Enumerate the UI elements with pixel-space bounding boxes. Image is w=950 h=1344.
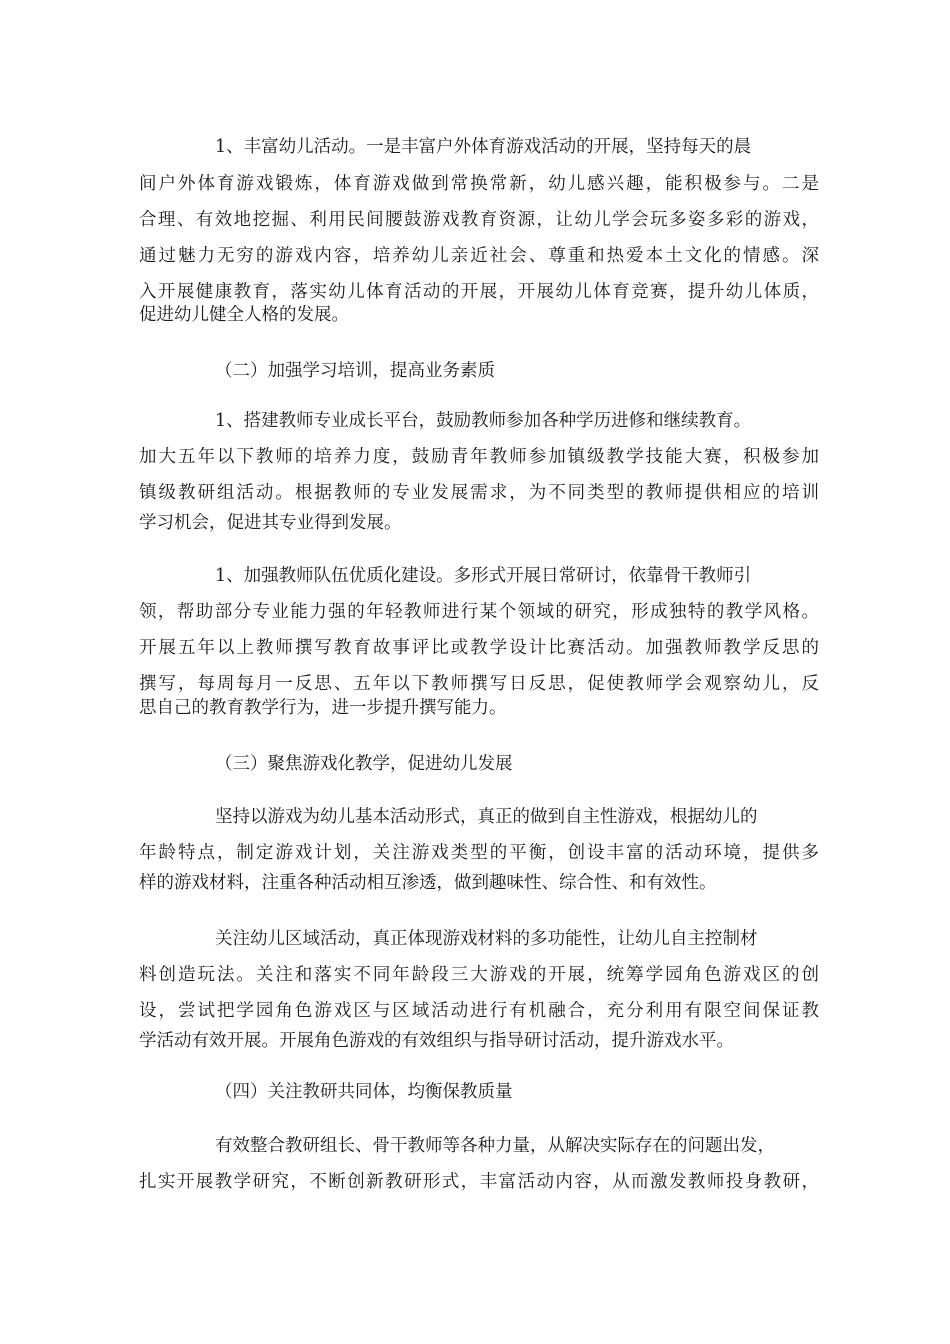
- text-line: 1、加强教师队伍优质化建设。多形式开展日常研讨，依靠骨干教师引: [215, 566, 752, 586]
- text-line: 有效整合教研组长、骨干教师等各种力量，从解决实际存在的问题出发，: [215, 1136, 775, 1156]
- text-line: 思自己的教育教学行为，进一步提升撰写能力。: [139, 698, 507, 718]
- text-line: 坚持以游戏为幼儿基本活动形式，真正的做到自主性游戏，根据幼儿的: [215, 807, 758, 827]
- text-line: 间户外体育游戏锻炼，体育游戏做到常换常新，幼儿感兴趣，能积极参与。二是: [139, 174, 819, 194]
- text-line: 促进幼儿健全人格的发展。: [139, 305, 349, 325]
- text-line: 入开展健康教育，落实幼儿体育活动的开展，开展幼儿体育竞赛，提升幼儿体质，: [139, 282, 819, 302]
- text-line: 领，帮助部分专业能力强的年轻教师进行某个领域的研究，形成独特的教学风格。: [139, 602, 819, 622]
- text-line: 年龄特点，制定游戏计划，关注游戏类型的平衡，创设丰富的活动环境，提供多: [139, 843, 819, 863]
- text-line: 镇级教研组活动。根据教师的专业发展需求，为不同类型的教师提供相应的培训: [139, 483, 819, 503]
- text-line: 通过魅力无穷的游戏内容，培养幼儿亲近社会、尊重和热爱本土文化的情感。深: [139, 246, 819, 266]
- text-line: 撰写，每周每月一反思、五年以下教师撰写日反思，促使教师学会观察幼儿，反: [139, 674, 819, 694]
- section-heading-2: （二）加强学习培训，提高业务素质: [215, 361, 495, 381]
- section-heading-3: （三）聚焦游戏化教学，促进幼儿发展: [215, 754, 513, 774]
- text-line: 开展五年以上教师撰写教育故事评比或教学设计比赛活动。加强教师教学反思的: [139, 638, 819, 658]
- text-line: 学活动有效开展。开展角色游戏的有效组织与指导研讨活动，提升游戏水平。: [139, 1031, 734, 1051]
- text-line: 关注幼儿区域活动，真正体现游戏材料的多功能性，让幼儿自主控制材: [215, 929, 758, 949]
- text-line: 料创造玩法。关注和落实不同年龄段三大游戏的开展，统筹学园角色游戏区的创: [139, 965, 819, 985]
- text-line: 加大五年以下教师的培养力度，鼓励青年教师参加镇级教学技能大赛，积极参加: [139, 447, 819, 467]
- text-line: 合理、有效地挖掘、利用民间腰鼓游戏教育资源，让幼儿学会玩多姿多彩的游戏，: [139, 210, 819, 230]
- text-line: 扎实开展教学研究，不断创新教研形式，丰富活动内容，从而激发教师投身教研，: [139, 1172, 819, 1192]
- text-line: 设，尝试把学园角色游戏区与区域活动进行有机融合，充分利用有限空间保证教: [139, 1001, 819, 1021]
- text-line: 1、丰富幼儿活动。一是丰富户外体育游戏活动的开展，坚持每天的晨: [215, 137, 752, 157]
- text-line: 样的游戏材料，注重各种活动相互渗透，做到趣味性、综合性、和有效性。: [139, 873, 717, 893]
- text-line: 学习机会，促进其专业得到发展。: [139, 513, 402, 533]
- section-heading-4: （四）关注教研共同体，均衡保教质量: [215, 1082, 513, 1102]
- text-line: 1、搭建教师专业成长平台，鼓励教师参加各种学历进修和继续教育。: [215, 411, 752, 431]
